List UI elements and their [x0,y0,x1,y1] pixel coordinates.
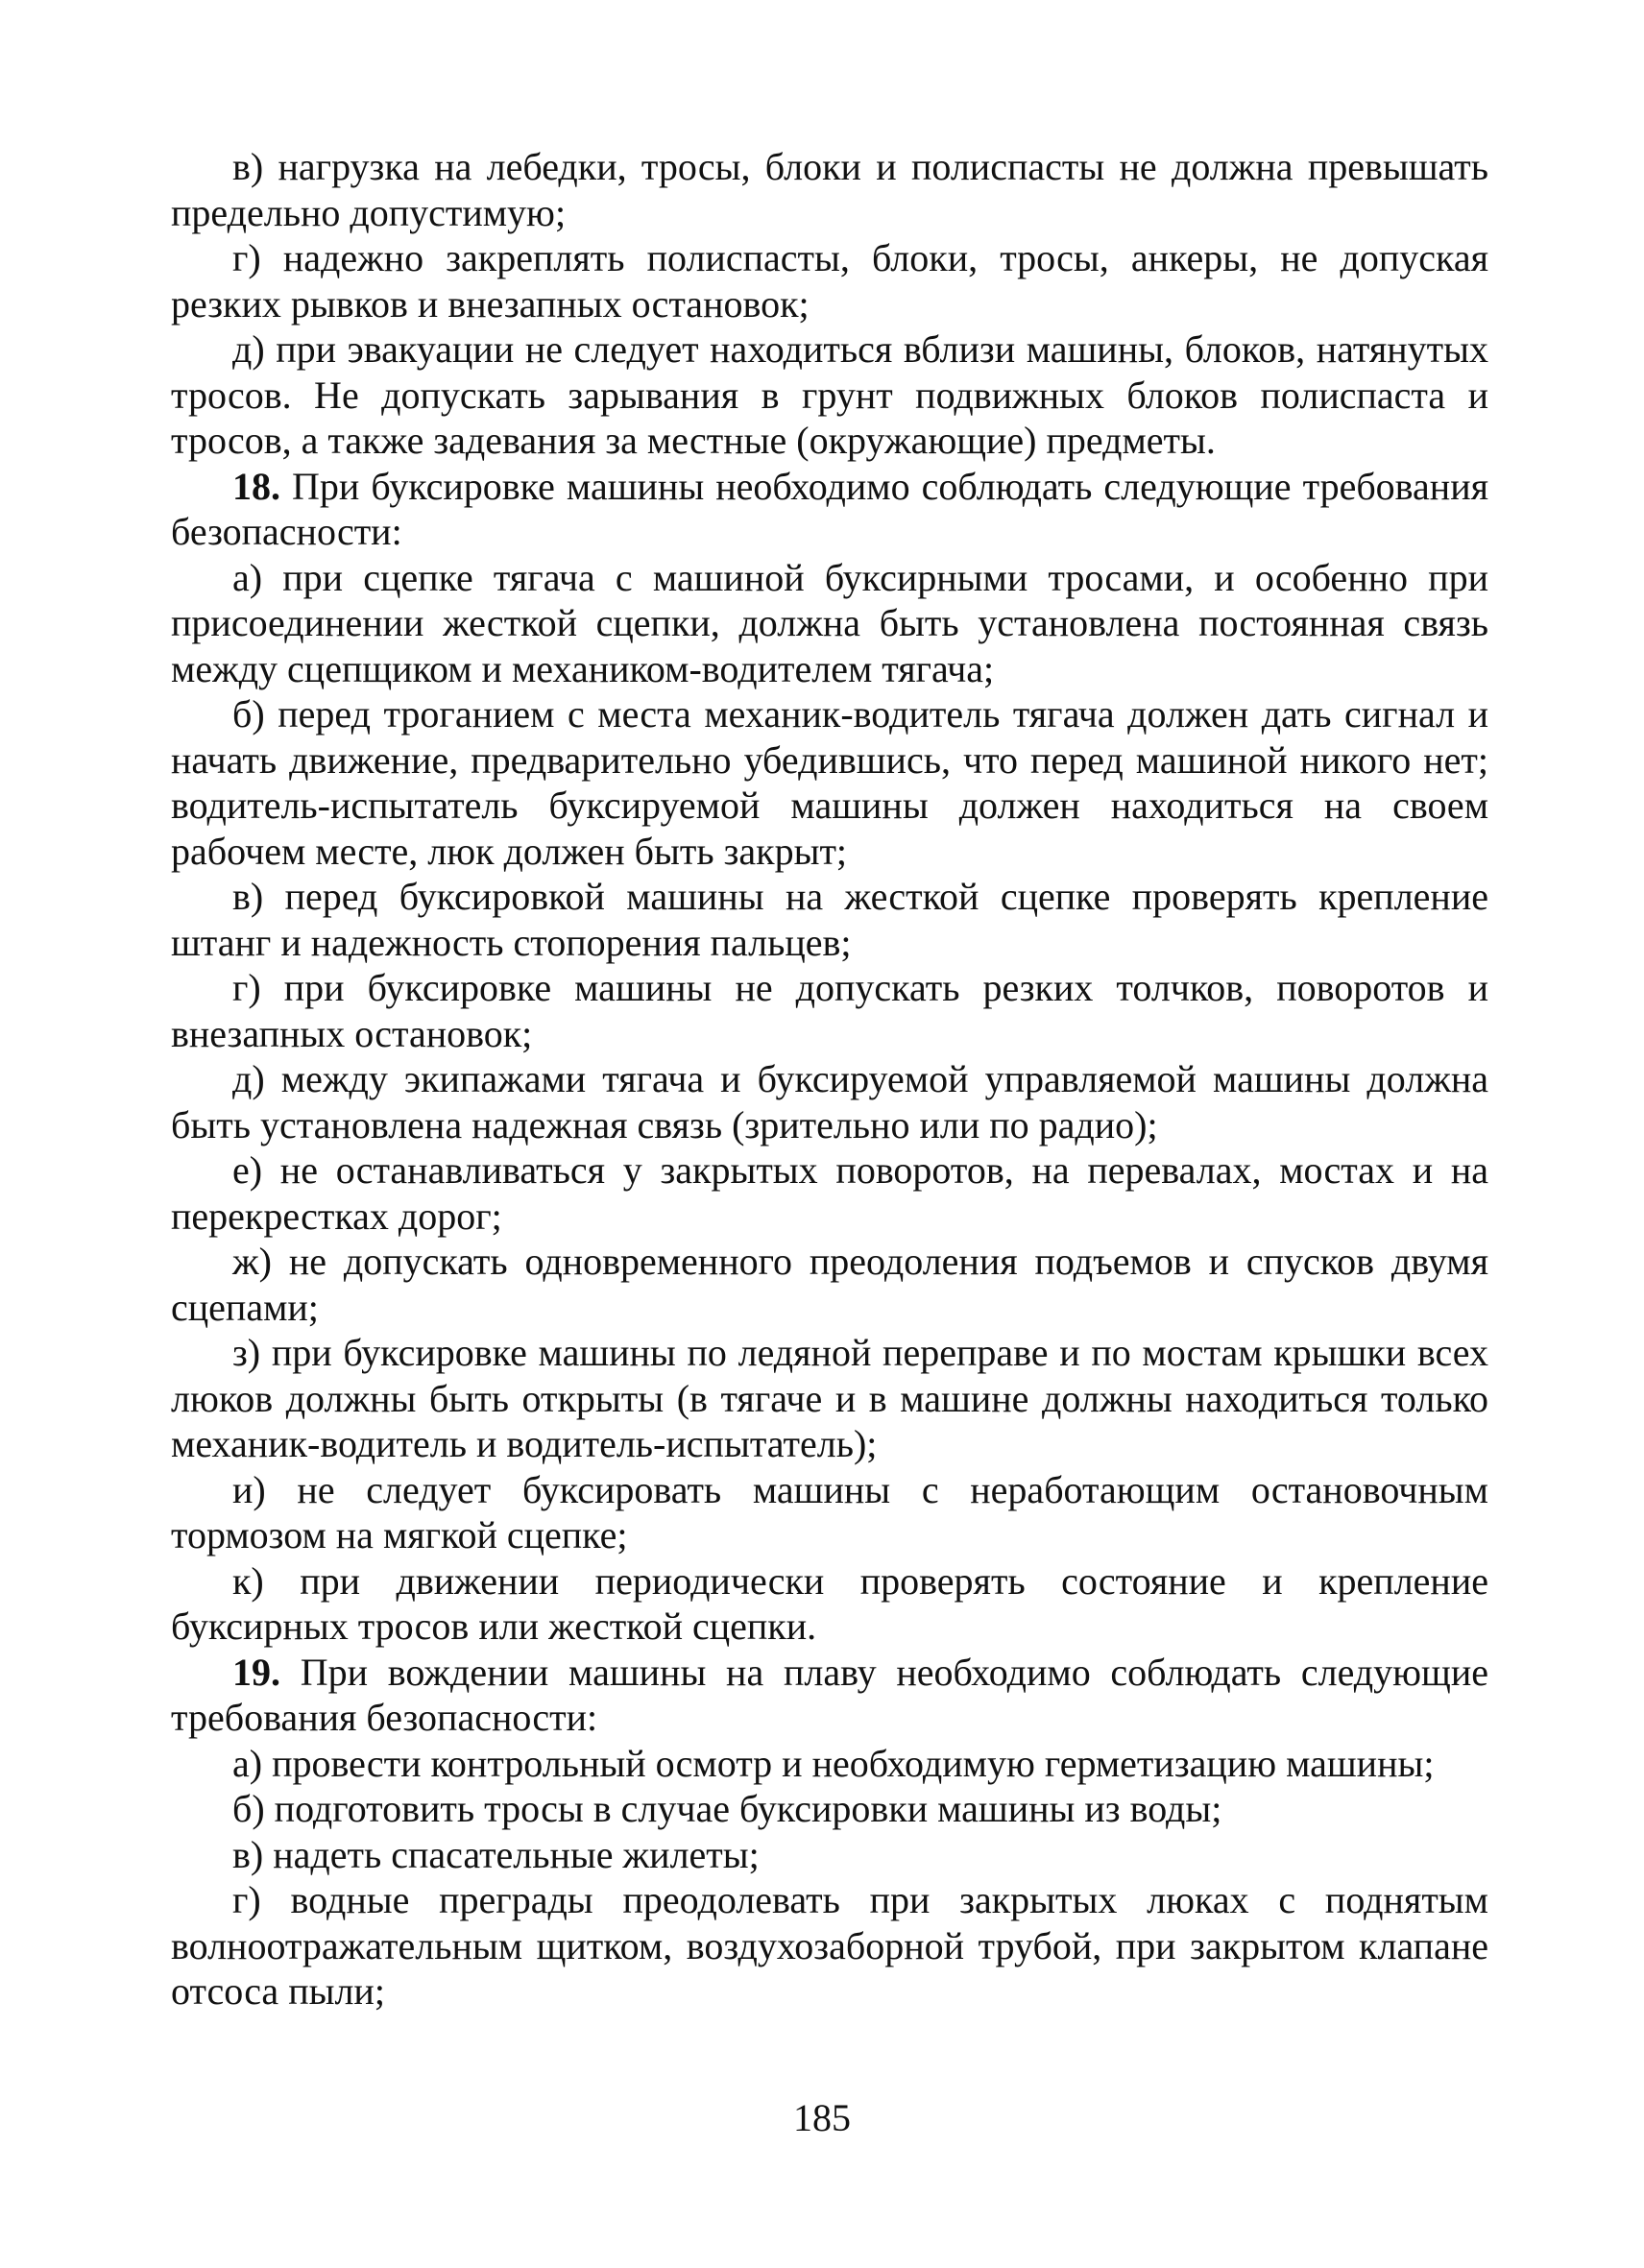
paragraph-text: к) при движении периодически проверять состояние и крепление буксирных тросов или жесткой сцепки. [171,1558,1488,1648]
section-18 [171,464,1488,555]
paragraph-text: При буксировке машины необходимо соблюдать следующие требования безопасности: [171,464,1488,553]
section-number: 18. [232,464,280,508]
list-item-d [171,1056,1488,1147]
section-number: 19. [232,1650,280,1694]
list-item-b [171,691,1488,874]
paragraph-text: а) провести контрольный осмотр и необходимую герметизацию машины; [232,1741,1435,1785]
paragraph-text: д) между экипажами тягача и буксируемой управляемой машины должна быть установлена надежная связь (зрительно или по радио); [171,1057,1488,1146]
list-item-v [171,1832,1488,1878]
list-item-z [171,1330,1488,1467]
paragraph-text: При вождении машины на плаву необходимо соблюдать следующие требования безопасности: [171,1650,1488,1739]
section-19 [171,1650,1488,1741]
paragraph-text: г) водные преграды преодолевать при закрытых люках с поднятым волноотражательным щитком, воздухозаборной трубой, при закрытом клапане отсоса пыли; [171,1878,1488,2013]
paragraph-text: в) нагрузка на лебедки, тросы, блоки и полиспасты не должна превышать предельно допустимую; [171,145,1488,234]
paragraph-text: г) при буксировке машины не допускать резких толчков, поворотов и внезапных остановок; [171,966,1488,1055]
paragraph-text: в) надеть спасательные жилеты; [232,1832,760,1876]
list-item-k [171,1558,1488,1650]
list-item-g [171,1877,1488,2015]
list-item-a [171,555,1488,692]
paragraph-text: д) при эвакуации не следует находиться вблизи машины, блоков, натянутых тросов. Не допускать зарывания в грунт подвижных блоков полиспаста и тросов, а также задевания за местные (окружающие) предметы. [171,327,1488,462]
list-item-b [171,1786,1488,1832]
paragraph-text: е) не останавливаться у закрытых поворотов, на перевалах, мостах и на перекрестках дорог; [171,1148,1488,1238]
paragraph-text: б) перед троганием с места механик-водитель тягача должен дать сигнал и начать движение, предварительно убедившись, что перед машиной никого нет; водитель-испытатель буксируемой машины должен находиться на своем рабочем месте, люк должен быть закрыт; [171,692,1488,873]
paragraph-text: в) перед буксировкой машины на жесткой сцепке проверять крепление штанг и надежность стопорения пальцев; [171,875,1488,964]
paragraph-text: и) не следует буксировать машины с неработающим остановочным тормозом на мягкой сцепке; [171,1467,1488,1556]
list-item-g [171,235,1488,326]
paragraph-text: ж) не допускать одновременного преодоления подъемов и спусков двумя сцепами; [171,1240,1488,1329]
list-item-e [171,1147,1488,1239]
paragraph-text: г) надежно закреплять полиспасты, блоки, тросы, анкеры, не допуская резких рывков и внезапных остановок; [171,236,1488,326]
list-item-g [171,965,1488,1056]
list-item-a [171,1741,1488,1787]
paragraph-text: б) подготовить тросы в случае буксировки машины из воды; [232,1787,1222,1830]
list-item-zh [171,1239,1488,1330]
page-number: 185 [793,2096,851,2139]
text-column [171,144,1488,2015]
list-item-v [171,874,1488,965]
paragraph-text: а) при сцепке тягача с машиной буксирными тросами, и особенно при присоединении жесткой сцепки, должна быть установлена постоянная связь между сцепщиком и механиком-водителем тягача; [171,555,1488,690]
paragraph-text: з) при буксировке машины по ледяной переправе и по мостам крышки всех люков должны быть открыты (в тягаче и в машине должны находиться только механик-водитель и водитель-испытатель); [171,1331,1488,1465]
list-item-i [171,1467,1488,1558]
list-item-d [171,326,1488,464]
list-item-v [171,144,1488,235]
